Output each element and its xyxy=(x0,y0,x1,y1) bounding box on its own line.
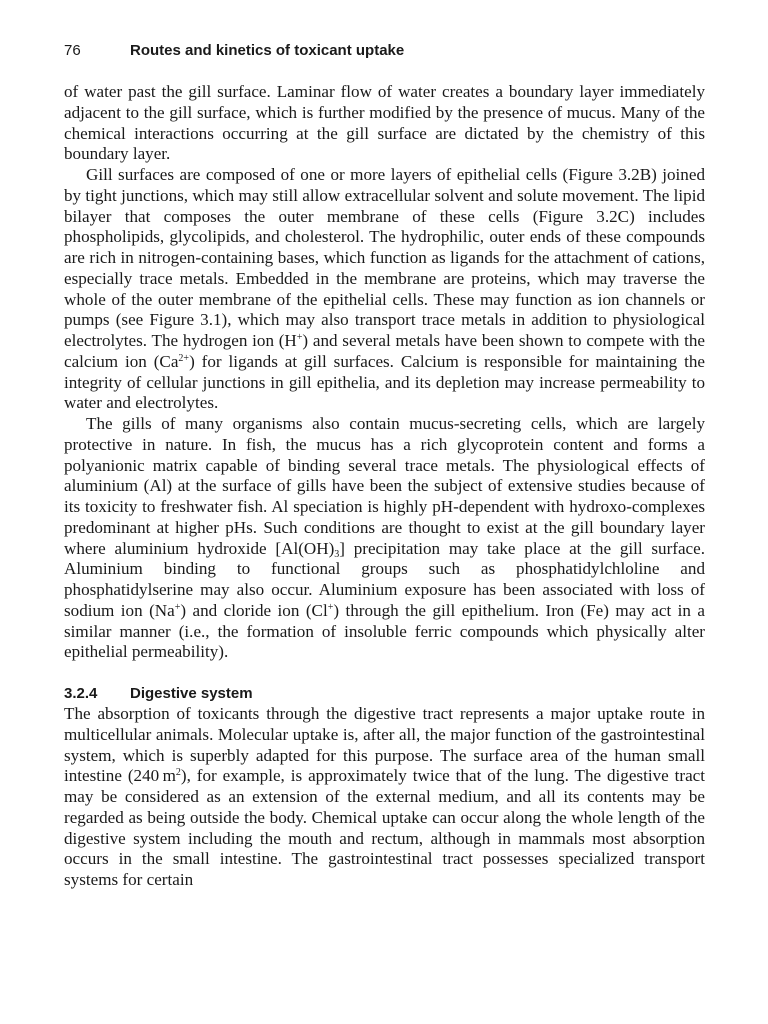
superscript: + xyxy=(296,332,303,343)
superscript: + xyxy=(174,601,181,613)
paragraph-text: ) for ligands at gill surfaces. Calcium is responsible for maintaining the integrity of cellular junctions in gill epithelia, and its depletion may increase permeability to water and electrolytes. xyxy=(64,351,705,413)
superscript: 2 xyxy=(175,767,181,779)
section-number: 3.2.4 xyxy=(64,685,98,702)
paragraph-text: ), for example, is approximately twice that of the lung. The digestive tract may be considered as an extension of the external medium, and all its contents may be regarded as being outside the body. Chemical uptake can occur along the whole length of the digestive system including the mouth and rectum, although in mammals most absorption occurs in the small intestine. The gastrointestinal tract possesses specialized transport systems for certain xyxy=(64,766,706,889)
section-heading xyxy=(64,684,705,704)
book-page xyxy=(64,42,705,891)
paragraph-text: ) and cloride ion (Cl xyxy=(180,600,328,620)
running-head xyxy=(64,42,705,64)
paragraph-text: The gills of many organisms also contain mucus-secreting cells, which are largely protective in nature. In fish, the mucus has a rich glycoprotein content and forms a polyanionic matrix capable of binding several trace metals. The physiological effects of aluminium (Al) at the surface of gills have been the subject of extensive studies because of its toxicity to freshwater fish. Al speciation is highly pH-dependent with hydroxo-complexes predominant at higher pHs. Such conditions are thought to exist at the gill boundary layer where aluminium hydroxide [Al(OH) xyxy=(64,414,705,558)
section-title: Digestive system xyxy=(130,685,253,702)
page-number: 76 xyxy=(64,42,81,59)
paragraph-text: ) through the gill epithelium. Iron (Fe) may act in a similar manner (i.e., the formation of insoluble ferric compounds which physically alter epithelial permeability). xyxy=(64,600,705,662)
body-text xyxy=(64,82,705,891)
paragraph-text: of water past the gill surface. Laminar flow of water creates a boundary layer immediately adjacent to the gill surface, which is further modified by the presence of mucus. Many of the chemical interactions occurring at the gill surface are dictated by the chemistry of this boundary layer. xyxy=(64,82,705,164)
subscript: 3 xyxy=(334,548,340,560)
paragraph-continued xyxy=(64,82,705,165)
paragraph-gill-surfaces xyxy=(64,165,705,414)
paragraph-digestive xyxy=(64,704,705,891)
paragraph-mucus-cells xyxy=(64,414,705,663)
superscript: 2+ xyxy=(178,352,190,364)
paragraph-text: ] precipitation may take place at the gill surface. Aluminium binding to functional groups such as phosphatidylchloline and phosphatidylserine may also occur. Aluminium exposure has been associated with loss of sodium ion (Na xyxy=(64,538,705,620)
paragraph-text: ) and several metals have been shown to compete with the calcium ion (Ca xyxy=(64,331,705,371)
superscript: + xyxy=(327,601,334,613)
running-title: Routes and kinetics of toxicant uptake xyxy=(130,42,405,59)
paragraph-text: Gill surfaces are composed of one or more layers of epithelial cells (Figure 3.2B) joined by tight junctions, which may still allow extracellular solvent and solute movement. The lipid bilayer that composes the outer membrane of these cells (Figure 3.2C) includes phospholipids, glycolipids, and cholesterol. The hydrophilic, outer ends of these compounds are rich in nitrogen-containing bases, which function as ligands for the attachment of cations, especially trace metals. Embedded in the membrane are proteins, which may traverse the whole of the outer membrane of the epithelial cells. These may function as ion channels or pumps (see Figure 3.1), which may also transport trace metals in addition to physiological electrolytes. The hydrogen ion (H xyxy=(64,165,705,350)
paragraph-text: The absorption of toxicants through the digestive tract represents a major uptake route in multicellular animals. Molecular uptake is, after all, the major function of the gastrointestinal system, which is superbly adapted for this purpose. The surface area of the human small intestine (240 m xyxy=(64,704,705,786)
